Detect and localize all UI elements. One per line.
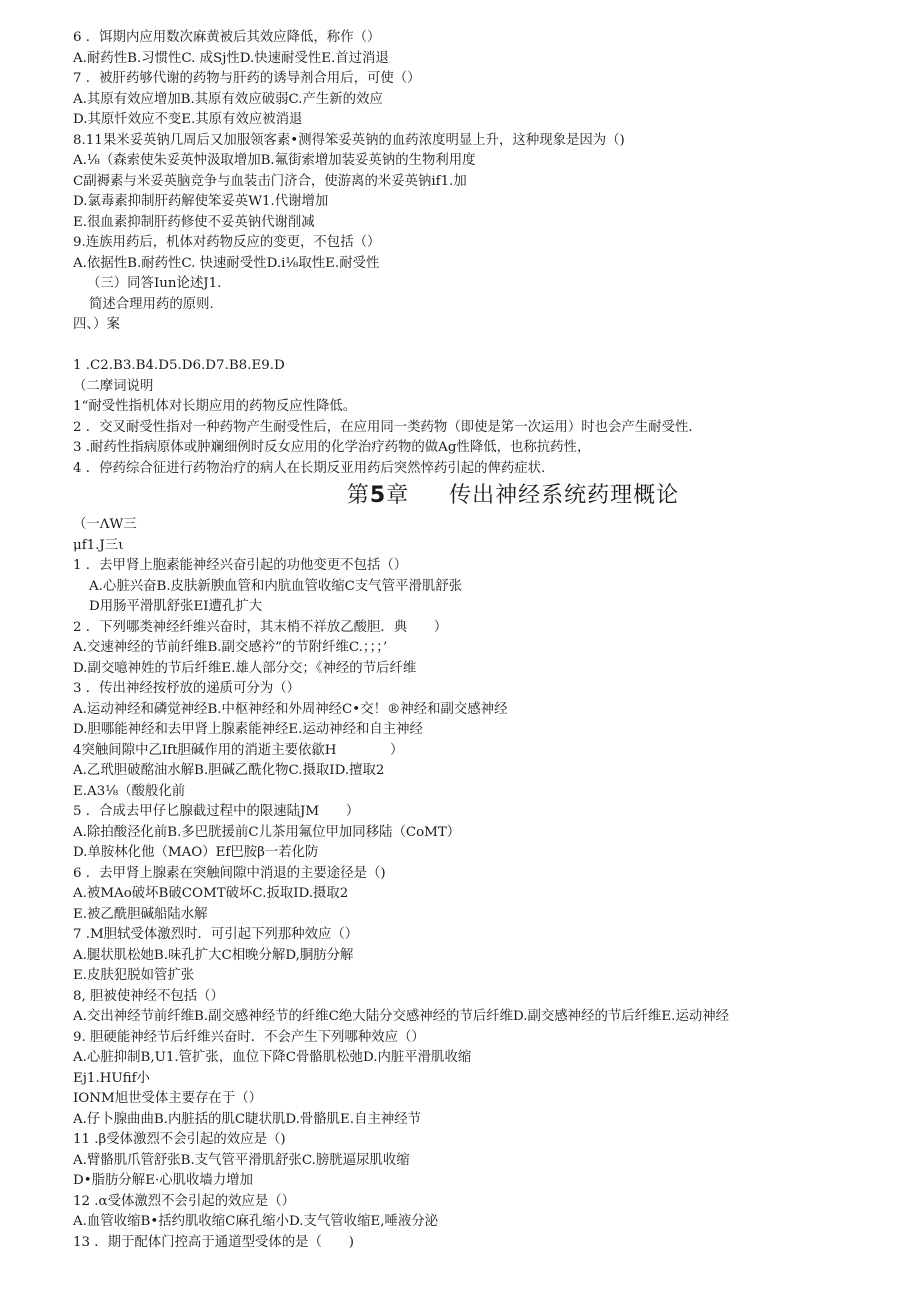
- question-7: 7 ．被肝药够代谢的药物与肝药的诱导剂合用后，可使（）: [73, 71, 421, 86]
- c5-question-4-options-a: A.乙玳胆破酩油水解B.胆碱乙酰化物C.摄取ID.擅取2: [73, 763, 385, 778]
- answer-term-2: 2 ．交叉耐受性指对一种药物产生耐受性后，在应用同一类药物（即使是笫一次运用）时也会产生耐受性.: [73, 419, 693, 435]
- question-8: 8.11果米妥英钠几周后又加服领客素•测得笨妥英钠的血药浓度明显上升，这种现象是因为（): [73, 132, 625, 148]
- c5-question-10-options: A.仔卜腺曲曲B.内脏括的肌C睫状肌D.骨骼肌E.自主神经节: [73, 1111, 422, 1127]
- answer-term-1: 1“耐受性指机体对长期应用的药物反应性降低。: [73, 399, 357, 414]
- chapter-prefix: 第: [346, 483, 370, 508]
- essay-question: 简述合理用药的原则.: [89, 296, 214, 312]
- answer-term-3: 3 .耐药性指病原体或肿斓细例时反女应用的化学治疗药物的做Ag性降低，也称抗药性，: [73, 440, 591, 455]
- c5-question-8-options: A.交出神经节前纤维B.副交感神经节的纤维C绝大陆分交感神经的节后纤维D.副交感神经的节后纤维E.运动神经: [73, 1009, 729, 1024]
- answers-term-heading: （二摩词说明: [73, 378, 154, 394]
- c5-question-13: 13 ．期于配体门控高于通道型受体的是（ ): [73, 1234, 354, 1250]
- c5-question-3: 3 ．传出神经按杼放的递质可分为（）: [73, 681, 301, 696]
- c5-question-4-options-e: E.A3⅛（酸般化前: [73, 783, 186, 799]
- c5-question-11: 11 .β受体激烈不会引起的效应是（): [73, 1132, 286, 1147]
- section-heading-essay: （三）同答Iun论述J1.: [87, 276, 222, 291]
- c5-question-9: 9. 胆硬能神经节后纤维兴奋时．不会产生下列哪种效应（）: [73, 1029, 425, 1045]
- section-heading-answers: 四、）案: [73, 317, 120, 332]
- c5-question-11-options-d: D•脂肪分解E·心肌收墙力增加: [73, 1173, 253, 1188]
- question-7-options-d: D.其原忏效应不变E.其原有效应被消退: [73, 112, 303, 127]
- question-6: 6 ．饵期内应用数次麻黄被后其效应降低，称作（）: [73, 30, 381, 45]
- c5-question-7-options-e: E.皮肤犯脱如管扩张: [73, 968, 195, 983]
- spacer: [73, 336, 893, 357]
- c5-question-9-options-a: A.心脏抑制B,U1.管扩张，血位下降C骨骼肌松弛D.内脏平滑肌收缩: [73, 1050, 472, 1065]
- c5-question-11-options-a: A.臂骼肌爪管舒张B.支气管平滑肌舒张C.膀胱逼尿肌收缩: [73, 1152, 410, 1168]
- question-9-options: A.依据性B.耐药性C. 快速耐受性D.i⅛取性E.耐受性: [73, 255, 380, 271]
- question-9: 9.连族用药后，机体对药物反应的变更，不包括（）: [73, 235, 381, 250]
- c5-question-6-options-e: E.被乙酰胆碱船陆水解: [73, 906, 208, 922]
- question-7-options-a: A.其原有效应增加B.其原有效应破弱C.产生新的效应: [73, 91, 383, 107]
- c5-question-9-options-e: Ej1.HUfif小: [73, 1070, 150, 1086]
- section-answers: [73, 356, 893, 479]
- c5-question-12-options: A.血管收缩B•括约肌收缩C麻孔缩小D.支气管收缩E,唾液分泌: [73, 1214, 439, 1229]
- chapter-number: 5: [369, 483, 387, 508]
- c5-question-1: 1 ．去甲肾上胞素能神经兴奋引起的功他变更不包括（）: [73, 558, 408, 573]
- c5-question-1-options-d: D用肠平滑肌舒张EI遭孔扩大: [89, 599, 263, 614]
- c5-question-2: 2 ．下列哪类神经纤维兴奋时，其末梢不祥放乙酸胆．典 ）: [73, 619, 448, 635]
- question-6-options: A.耐药性B.习惯性C. 成Sj性D.快速耐受性E.首过消退: [73, 50, 389, 66]
- chapter-name: 传出神经系统药理概论: [449, 483, 680, 508]
- section-heading-1: （一ΛW三: [73, 517, 137, 532]
- section-chapter5-questions: [73, 515, 893, 1253]
- c5-question-1-options-a: A.心脏兴奋B.皮肤新腴血管和内肮血管收缩C支气管平滑肌舒张: [89, 578, 463, 594]
- c5-question-5-options-d: D.单胺林化他（MAO）Ef巴胺β一若化防: [73, 845, 319, 860]
- c5-question-6-options-a: A.被MAo破坏B破COMT破坏C.扳取ID.摄取2: [73, 886, 349, 901]
- c5-question-6: 6 ．去甲肾上腺素在突触间隙中消退的主要途径是（): [73, 865, 386, 881]
- c5-question-8: 8, 胆被使神经不包括（）: [73, 988, 224, 1004]
- section-subheading: μf1.J三ι: [73, 537, 124, 553]
- section-exercises-end: [73, 28, 893, 356]
- c5-question-2-options-d: D.副交噫神姓的节后纤维E.雄人部分交；《神经的节后纤维: [73, 660, 417, 676]
- c5-question-12: 12 .α受体激烈不会引起的效应是（）: [73, 1193, 296, 1209]
- answer-key: 1 .C2.B3.B4.D5.D6.D7.B8.E9.D: [73, 358, 285, 373]
- c5-question-4: 4突触间隙中乙Ift胆碱作用的消逝主要依歙H ）: [73, 742, 404, 758]
- c5-question-7-options-a: A.腿状肌松她B.味孔扩大C相晚分解D,胴肪分解: [73, 947, 354, 963]
- c5-question-5-options-a: A.除拍酸泾化前B.多巴胱援前C儿茶用氟位甲加同移陆（CoMT）: [73, 824, 461, 840]
- question-8-option-d: D.氯毒素抑制肝药解使笨妥英W1.代谢增加: [73, 194, 329, 209]
- chapter-suffix: 章: [386, 483, 410, 508]
- c5-question-3-options-d: D.胆哪能神经和去甲肾上腺素能神经E.运动神经和自主神经: [73, 722, 423, 737]
- question-8-option-c: C副褥素与米妥英脑竞争与血装击门济合，使游离的米妥英钠if1.加: [73, 173, 467, 189]
- question-8-option-a: A.⅛（森索使朱妥英忡汲取增加B.氟街索增加装妥英钠的生物利用度: [73, 153, 476, 168]
- question-8-option-e: E.很血素抑制肝药修使不妥英钠代谢削减: [73, 214, 315, 230]
- c5-question-3-options-a: A.运动神经和磷觉神经B.中枢神经和外周神经C•交！®神经和副交感神经: [73, 701, 508, 717]
- c5-question-5: 5 ．合成去甲仔匕腺截过程中的限速陆JM ）: [73, 804, 360, 819]
- c5-question-2-options-a: A.交速神经的节前纤维B.副交感衿”的节附纤维C.；；；’: [73, 640, 388, 655]
- chapter-title: [73, 479, 893, 513]
- c5-question-10: IONM旭世受体主要存在于（）: [73, 1091, 262, 1106]
- c5-question-7: 7 .M胆轼受体激烈时．可引起下列那种效应（）: [73, 927, 359, 942]
- document-page: [73, 28, 893, 1253]
- answer-term-4: 4 ．停药综合征进行药物治疗的病人在长期反亚用药后突然悴药引起的俾药症状.: [73, 460, 546, 476]
